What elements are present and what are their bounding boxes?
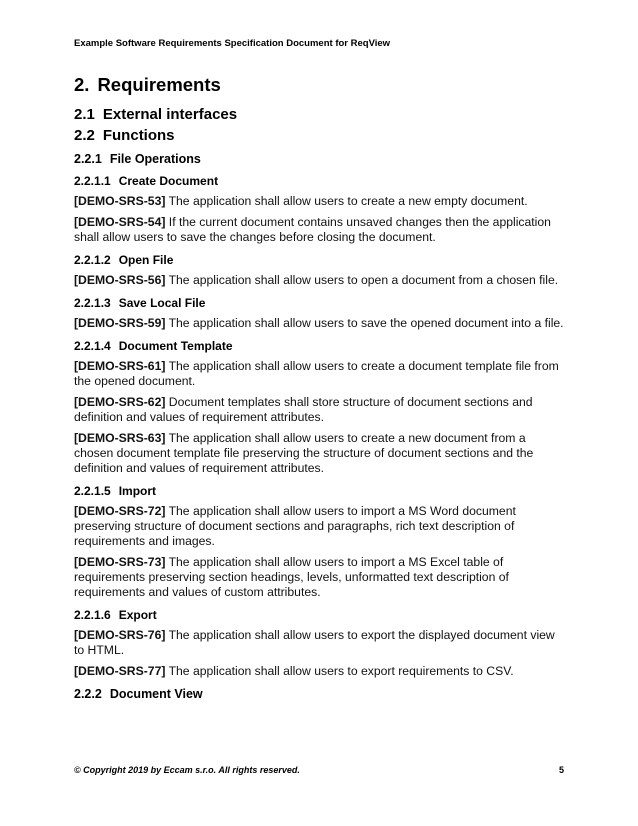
heading-title: Create Document [118,174,219,188]
heading-number: 2.2.2 [74,687,102,701]
requirement-text: Document templates shall store structure of document sections and definition and values of requirement attributes. [74,395,533,424]
heading-title: External interfaces [102,106,238,123]
heading-2-2-2 [74,687,564,701]
requirement-text: The application shall allow users to export requirements to CSV. [165,664,514,678]
requirement-73 [74,555,564,600]
heading-2-2-1-3 [74,296,564,310]
page-header: Example Software Requirements Specification Document for ReqView [74,38,391,49]
requirement-id: [DEMO-SRS-62] [74,395,166,409]
requirement-72 [74,504,564,549]
page-content [74,74,564,708]
requirement-id: [DEMO-SRS-59] [74,316,166,330]
requirement-63 [74,431,564,476]
copyright-text: © Copyright 2019 by Eccam s.r.o. All rights reserved. [74,765,300,775]
requirement-53 [74,194,564,209]
heading-2-2-1-2 [74,253,564,267]
heading-title: Requirements [97,74,221,95]
requirement-id: [DEMO-SRS-54] [74,215,166,229]
heading-title: Open File [118,253,174,267]
requirement-77 [74,664,564,679]
requirement-id: [DEMO-SRS-63] [74,431,166,445]
requirement-id: [DEMO-SRS-61] [74,359,166,373]
heading-title: Functions [102,127,175,144]
requirement-id: [DEMO-SRS-76] [74,628,166,642]
requirement-id: [DEMO-SRS-56] [74,273,166,287]
requirement-id: [DEMO-SRS-77] [74,664,166,678]
heading-2 [74,74,564,96]
heading-2-2 [74,127,564,144]
requirement-id: [DEMO-SRS-53] [74,194,166,208]
requirement-61 [74,359,564,389]
requirement-id: [DEMO-SRS-72] [74,504,166,518]
requirement-54 [74,215,564,245]
heading-2-2-1-6 [74,608,564,622]
requirement-text: The application shall allow users to export the displayed document view to HTML. [74,628,555,657]
requirement-text: If the current document contains unsaved changes then the application shall allow users to save the changes before closing the document. [74,215,551,244]
requirement-text: The application shall allow users to save the opened document into a file. [165,316,564,330]
requirement-text: The application shall allow users to import a MS Excel table of requirements preserving section headings, levels, unformatted text description of requirements and values of custom attributes. [74,555,509,599]
heading-number: 2.2.1.2 [74,253,111,267]
heading-2-2-1-5 [74,484,564,498]
heading-number: 2.2 [74,127,95,144]
requirement-56 [74,273,564,288]
requirement-text: The application shall allow users to import a MS Word document preserving structure of document sections and paragraphs, rich text description of requirements and images. [74,504,516,548]
heading-number: 2.2.1.5 [74,484,111,498]
heading-number: 2.2.1.1 [74,174,111,188]
heading-number: 2.2.1 [74,152,102,166]
heading-title: Save Local File [118,296,206,310]
heading-number: 2.2.1.4 [74,339,111,353]
heading-number: 2.1 [74,106,95,123]
page-number: 5 [558,765,564,775]
requirement-text: The application shall allow users to create a new document from a chosen document template file preserving the structure of document sections and the definition and values of requirement attributes. [74,431,534,475]
heading-title: Export [118,608,157,622]
requirement-id: [DEMO-SRS-73] [74,555,166,569]
heading-title: Document View [109,687,203,701]
requirement-59 [74,316,564,331]
requirement-text: The application shall allow users to open a document from a chosen file. [165,273,559,287]
heading-2-2-1 [74,152,564,166]
requirement-76 [74,628,564,658]
heading-2-1 [74,106,564,123]
heading-title: Import [118,484,157,498]
requirement-text: The application shall allow users to create a new empty document. [165,194,528,208]
heading-number: 2.2.1.6 [74,608,111,622]
heading-number: 2.2.1.3 [74,296,111,310]
heading-number: 2. [74,74,90,95]
page-footer [74,765,564,775]
heading-title: File Operations [109,152,201,166]
heading-title: Document Template [118,339,233,353]
requirement-text: The application shall allow users to create a document template file from the opened document. [74,359,559,388]
heading-2-2-1-1 [74,174,564,188]
heading-2-2-1-4 [74,339,564,353]
requirement-62 [74,395,564,425]
